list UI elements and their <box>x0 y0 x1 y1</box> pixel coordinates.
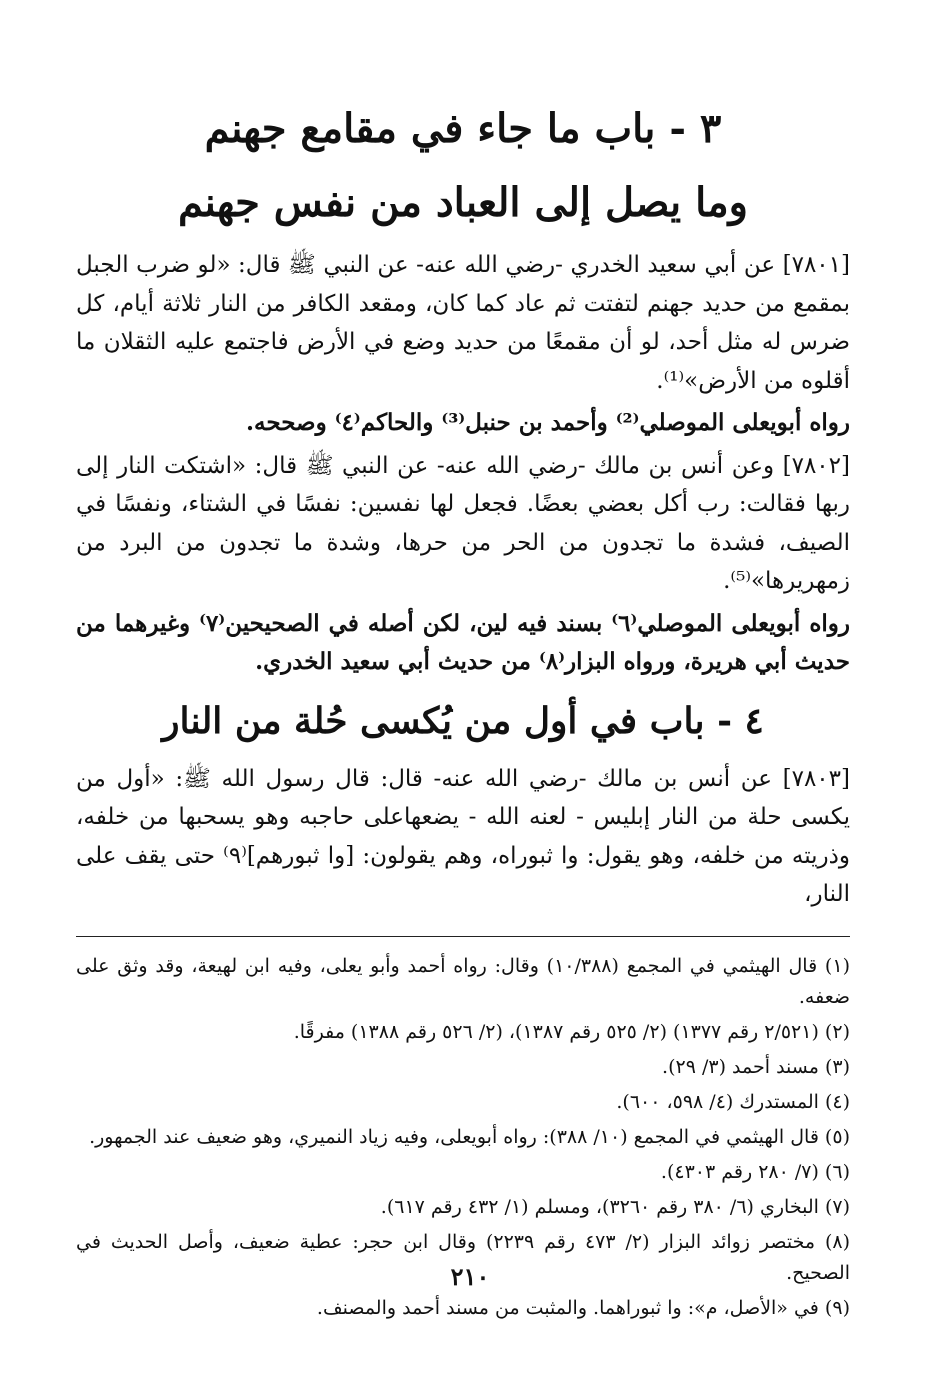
hadith-7802: [٧٨٠٢] وعن أنس بن مالك -رضي الله عنه- عن النبي ﷺ قال: «اشتكت النار إلى ربها فقالت: رب أكل بعضي بعضًا. فجعل لها نفسين: نفسًا في الشتاء، ونفسًا في الصيف، فشدة ما تجدون من الحر من حرها، وشدة ما تجدون من البرد من زمهريرها»⁽⁵⁾. <box>76 452 850 594</box>
footnote-divider <box>76 936 850 937</box>
chapter-3-title: ٣ - باب ما جاء في مقامع جهنم <box>204 105 722 152</box>
chapter-4-title: ٤ - باب في أول من يُكسى حُلة من النار <box>162 699 764 742</box>
footnote-6: (٦) (٧/ ٢٨٠ رقم ٤٣٠٣). <box>660 1160 850 1183</box>
footnote-1: (١) قال الهيثمي في المجمع (١٠/٣٨٨) وقال: رواه أحمد وأبو يعلى، وفيه ابن لهيعة، وقد وثق على ضعفه. <box>76 954 850 1008</box>
footnote-2: (٢) (٢/٥٢١ رقم ١٣٧٧) (٢/ ٥٢٥ رقم ١٣٨٧)، (٢/ ٥٢٦ رقم ١٣٨٨) مفرقًا. <box>293 1020 850 1043</box>
footnote-9: (٩) في «الأصل، م»: وا ثبوراهما. والمثبت من مسند أحمد والمصنف. <box>316 1296 850 1319</box>
footnote-8: (٨) مختصر زوائد البزار (٢/ ٤٧٣ رقم ٢٢٣٩) وقال ابن حجر: عطية ضعيف، وأصل الحديث في الصحيح. <box>76 1230 851 1284</box>
page-number: ٢١٠ <box>450 1262 490 1291</box>
hadith-7801: [٧٨٠١] عن أبي سعيد الخدري -رضي الله عنه- عن النبي ﷺ قال: «لو ضرب الجبل بمقمع من حديد جهنم لتفتت ثم عاد كما كان، ومقعد الكافر من النار ثلاثة أيام، كل ضرس له مثل أحد، لو أن مقمعًا من حديد وضع في الأرض فاجتمع عليه الثقلان ما أقلوه من الأرض»⁽¹⁾. <box>76 252 850 394</box>
hadith-7803: [٧٨٠٣] عن أنس بن مالك -رضي الله عنه- قال: قال رسول الله ﷺ: «أول من يكسى حلة من النار إبليس - لعنه الله - يضعهاعلى حاجبه وهو يسحبها من خلفه، وذريته من خلفه، وهو يقول: وا ثبوراه، وهم يقولون: [وا ثبورهم]⁽٩⁾ حتى يقف على النار، <box>76 765 851 907</box>
footnote-3: (٣) مسند أحمد (٣/ ٢٩). <box>662 1055 850 1078</box>
hadith-7801-source: رواه أبويعلى الموصلي⁽²⁾ وأحمد بن حنبل⁽³⁾ والحاكم⁽٤⁾ وصححه. <box>246 409 850 436</box>
chapter-3-subtitle: وما يصل إلى العباد من نفس جهنم <box>178 179 748 226</box>
footnote-7: (٧) البخاري (٦/ ٣٨٠ رقم ٣٢٦٠)، ومسلم (١/ ٤٣٢ رقم ٦١٧). <box>380 1195 850 1218</box>
footnote-4: (٤) المستدرك (٤/ ٥٩٨، ٦٠٠). <box>616 1090 850 1113</box>
hadith-7802-source: رواه أبويعلى الموصلي⁽٦⁾ بسند فيه لين، لكن أصله في الصحيحين⁽٧⁾ وغيرهما من حديث أبي هريرة، ورواه البزار⁽٨⁾ من حديث أبي سعيد الخدري. <box>76 609 850 675</box>
footnote-5: (٥) قال الهيثمي في المجمع (١٠/ ٣٨٨): رواه أبويعلى، وفيه زياد النميري، وهو ضعيف عند الجمهور. <box>89 1125 850 1148</box>
